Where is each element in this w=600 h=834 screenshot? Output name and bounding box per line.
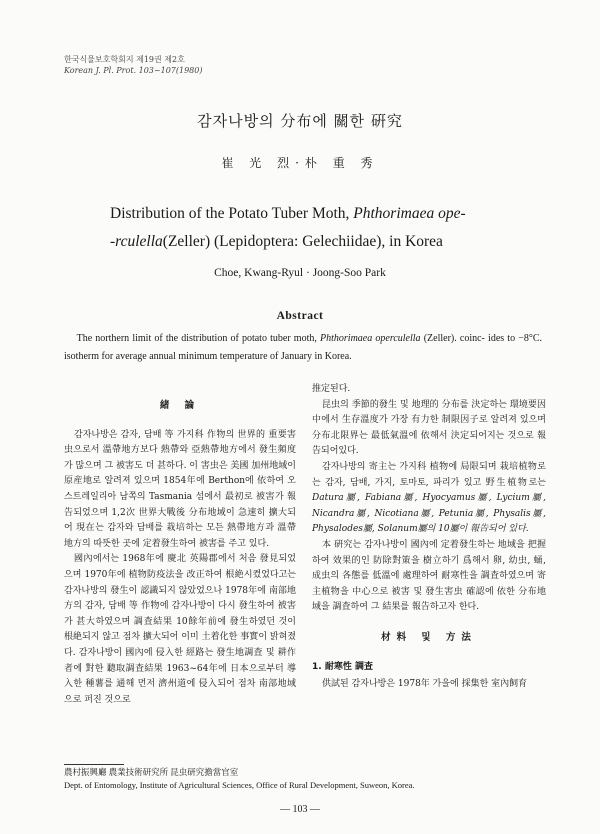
right-paragraph-3: 本 硏究는 감자나방이 國內에 定着發生하는 地域을 把握하여 效果的인 防除對策을 樹立하기 爲해서 卵, 幼虫, 蛹, 成虫의 各態를 低溫에 處理하여 耐寒性을 調査하였으며 寄主植物을 中心으로 被害 및 發生害虫 確認에 依한 分布地域을 調査하여 그 結果를 報告하고자 한다. (312, 539, 546, 613)
english-authors: Choe, Kwang-Ryul · Joong-Soo Park (214, 267, 386, 279)
methods-heading: 材料 및 方法 (381, 631, 477, 643)
english-title-line1: Distribution of the Potato Tuber Moth, (110, 205, 350, 222)
intro-paragraph-1: 감자나방은 감자, 담배 等 가지科 作物의 世界的 重要害虫으로서 溫帶地方보다 熱帶와 亞熱帶地方에서 發生頻度가 많으며 그 被害도 더 甚하다. 이 害虫은 美國 加州地域이 原産地로 알려져 있으며 1854年에 Berthon에 依하여 오스트레일리아 남쪽의 Tasmania 섬에서 最初로 被害가 報告되었으며 1,2次 世界大戰後 分布地域이 急速히 擴大되어 現在는 감자와 담배를 栽培하는 모든 熱帶地方과 溫帶地方의 따뜻한 곳에 定着發生하여 被害를 주고 있다. (64, 429, 296, 549)
host-text: 감자나방의 寄主는 가지科 植物에 局限되며 栽培植物로는 감자, 담배, 가지, 토마토, 파리가 있고 野生植物로는 (312, 461, 546, 488)
journal-name-en: Korean J. Pl. Prot. 103~107(1980) (64, 66, 203, 75)
footnote-english: Dept. of Entomology, Institute of Agricultural Sciences, Office of Rural Development, Suweon, Korea. (64, 780, 415, 790)
english-title-species-part1: Phthorimaea ope- (353, 205, 466, 222)
abstract-text-1: The northern limit of the distribution of potato tuber moth, (76, 333, 317, 344)
journal-name-ko: 한국식물보호학회지 제19권 제2호 (64, 55, 185, 64)
english-title-line2: (Zeller) (Lepidoptera: Gelechiidae), in Korea (162, 233, 443, 250)
abstract-text-2: (Zeller). coinc- ides to −8°C. isotherm for average annual minimum temperature of January in Korea. (64, 333, 543, 362)
intro-paragraph-2: 國內에서는 1968年에 慶北 英陽郡에서 처음 發見되었으며 1970年에 植物防疫法을 改正하여 根絶시켰었다고는 감자나방의 發生이 認識되지 않았었으나 1978年에 南部地方의 감자, 담배 等 作物에 감자나방이 다시 發生하여 被害가 甚大하였으며 調査結果 10餘年前에 發生하였던 것이 根絶되지 않고 점차 擴大되어 이미 土着化한 事實이 밝혀졌다. 감자나방이 國內에 侵入한 經路는 發生地調査 및 耕作者에 對한 聽取調査結果 1963~64年에 日本으로부터 導入한 種薯를 通해 먼저 濟州道에 侵入되어 점차 南部地域으로 퍼진 것으로 (64, 554, 296, 705)
english-title-species-part2: -rculella (110, 233, 163, 250)
right-paragraph-4: 供試된 감자나방은 1978年 가을에 採集한 室內飼育 (322, 679, 528, 690)
right-paragraph-2 (312, 460, 546, 538)
right-paragraph-0: 推定된다. (312, 384, 351, 394)
introduction-heading: 緒 論 (159, 400, 201, 411)
right-column (312, 382, 546, 693)
left-column (64, 382, 296, 708)
footnote-korean: 農村振興廳 農業技術研究所 昆虫研究擔當官室 (64, 767, 239, 777)
korean-title: 감자나방의 分布에 關한 硏究 (197, 112, 403, 130)
host-genera: Datura屬, Fabiana屬, Hyocyamus屬, Lycium屬, Nicandra屬, Nicotiana屬, Petunia屬, Physalis屬, Physalodes屬, Solanum屬의 10屬이 報告되어 있다. (312, 493, 546, 535)
journal-citation (64, 54, 202, 76)
korean-authors: 崔 光 烈·朴 重 秀 (221, 156, 379, 170)
abstract-heading: Abstract (276, 310, 324, 322)
abstract-body (64, 330, 542, 366)
footnote (64, 766, 544, 792)
english-title (110, 200, 510, 256)
cold-hardiness-subheading: 1. 耐寒性 調査 (312, 661, 373, 672)
abstract-species: Phthorimaea operculella (320, 333, 421, 344)
page-number: — 103 — (280, 804, 320, 815)
right-paragraph-1: 昆虫의 季節的發生 및 地理的 分布를 決定하는 環境要因中에서 生存溫度가 가장 有力한 制限因子로 알려져 있으며 分布北限界는 最低氣溫에 依해서 決定되어지는 것으로 報告되어있다. (312, 399, 546, 457)
footnote-divider (64, 764, 124, 765)
